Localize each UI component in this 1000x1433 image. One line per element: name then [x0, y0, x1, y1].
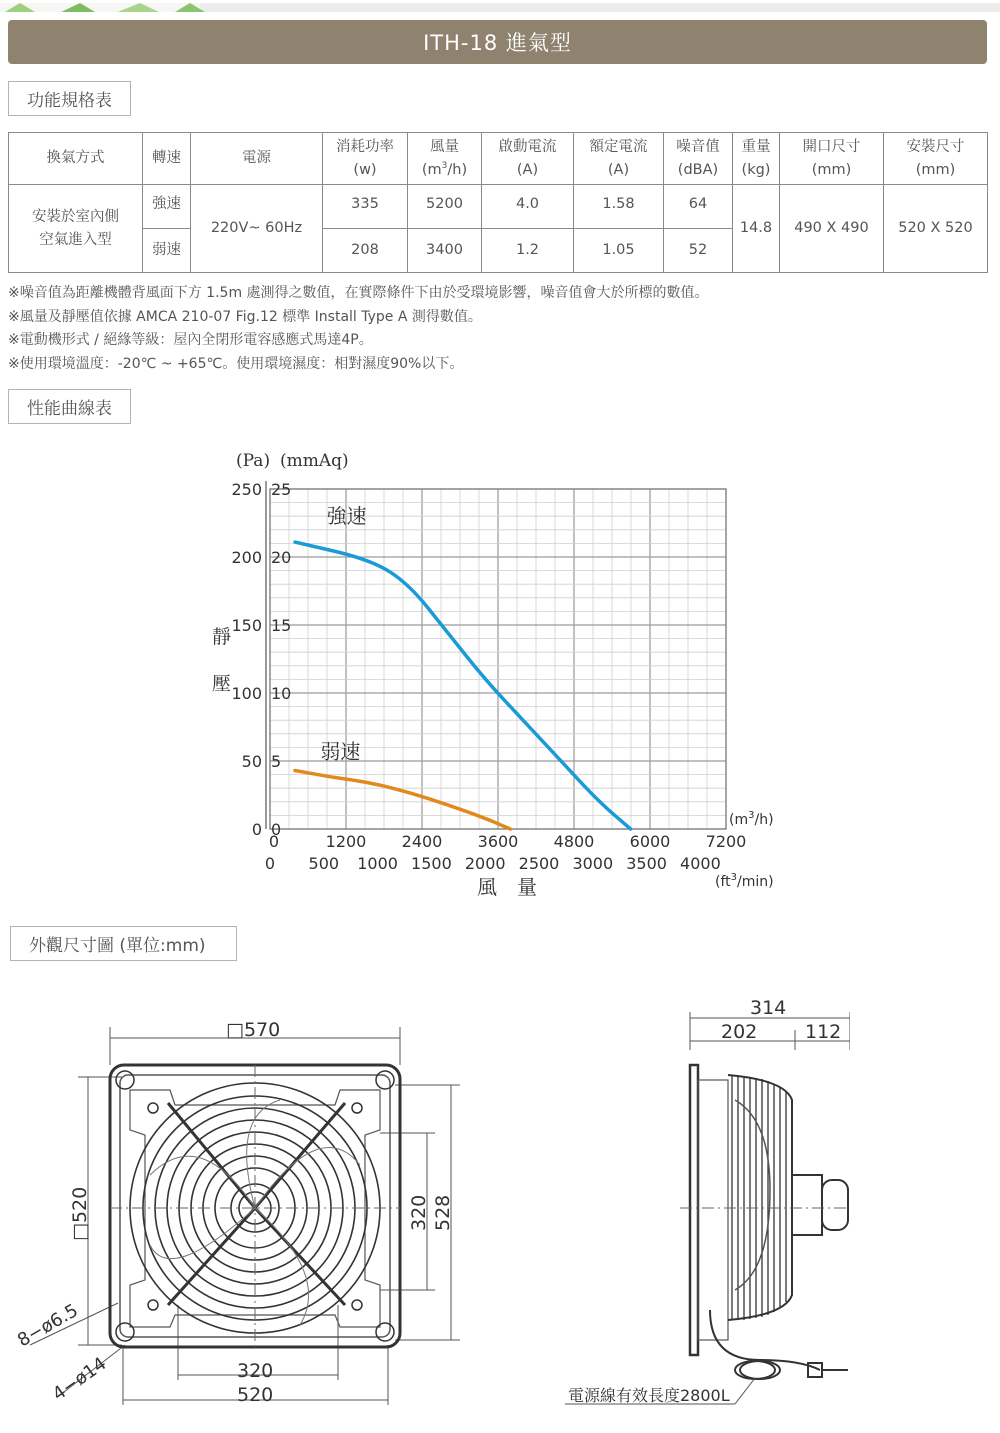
y-tick-label-mmaq: 0 — [271, 820, 282, 839]
x-tick-label-m3h: 2400 — [401, 832, 443, 851]
note-line: ※電動機形式 / 絕緣等級：屋內全閉形電容感應式馬達4P。 — [8, 332, 373, 348]
unit-m3h-b: /h) — [754, 812, 774, 828]
xlabel: 風 量 — [477, 875, 537, 899]
cell-airflow: 3400 — [408, 229, 482, 273]
y-tick-label-mmaq: 25 — [271, 480, 292, 499]
dim-front-top: □570 — [226, 1019, 281, 1041]
table-row — [9, 185, 988, 229]
x-ticks — [265, 832, 746, 873]
dim-front-hole-a: 8−ø6.5 — [14, 1300, 82, 1352]
dim-front-bottom-inner: 320 — [237, 1360, 274, 1382]
dim-front-side: □520 — [69, 1186, 91, 1241]
cell-speed: 強速 — [143, 185, 191, 229]
header-mode: 換氣方式 — [9, 133, 143, 185]
x-tick-label-m3h: 0 — [268, 832, 280, 851]
y-tick-label-pa: 50 — [241, 752, 262, 771]
note-line: ※使用環境溫度：-20℃ ~ +65℃。使用環境濕度：相對濕度90%以下。 — [8, 355, 464, 372]
cable-length-label: 電源線有效長度2800L — [568, 1386, 730, 1405]
cell-noise: 64 — [664, 185, 733, 229]
dim-side-total: 314 — [750, 997, 787, 1019]
x-tick-label-cfm: 3000 — [572, 854, 614, 873]
cell-consumption: 208 — [323, 229, 408, 273]
x-tick-label-cfm: 1000 — [357, 854, 398, 873]
dim-front-inner-v: 320 — [408, 1194, 430, 1231]
x-tick-label-cfm: 3500 — [626, 854, 667, 873]
note-line: ※風量及靜壓值依據 AMCA 210-07 Fig.12 標準 Install Type A 測得數值。 — [8, 308, 482, 325]
cell-rated-current: 1.05 — [574, 229, 664, 273]
cell-install: 520 X 520 — [884, 185, 988, 273]
y-tick-label-mmaq: 20 — [271, 548, 292, 567]
notes — [8, 282, 988, 376]
spec-table — [8, 132, 988, 273]
cell-power: 220V~ 60Hz — [191, 185, 323, 273]
cell-start-current: 1.2 — [482, 229, 574, 273]
section-tag-dimension — [10, 926, 237, 961]
header-airflow-unit-end: /h) — [447, 161, 468, 178]
unit-pa: (Pa) — [236, 451, 271, 471]
dim-front-bottom-outer: 520 — [237, 1384, 274, 1406]
header-airflow-unit: (m — [421, 161, 442, 178]
cell-weight: 14.8 — [733, 185, 780, 273]
unit-m3h — [729, 810, 774, 828]
header-install: 安裝尺寸 (mm) — [884, 133, 988, 185]
unit-m3h-sup: 3 — [748, 810, 755, 821]
spec-header-row — [9, 133, 988, 185]
x-tick-label-cfm: 0 — [264, 854, 276, 873]
header-consumption: 消耗功率 (w) — [323, 133, 408, 185]
series-label: 弱速 — [320, 739, 361, 764]
cell-opening: 490 X 490 — [780, 185, 884, 273]
header-airflow — [408, 133, 482, 185]
unit-cfm — [715, 872, 774, 890]
dim-front-hole-b: 4−ø14 — [48, 1353, 111, 1406]
x-tick-label-m3h: 6000 — [629, 832, 671, 851]
cell-airflow: 5200 — [408, 185, 482, 229]
page-title: ITH-18 進氣型 — [423, 31, 572, 55]
cell-start-current: 4.0 — [482, 185, 574, 229]
y-tick-label-mmaq: 15 — [271, 616, 292, 635]
page-title-bar — [8, 20, 987, 64]
cell-noise: 52 — [664, 229, 733, 273]
header-airflow-sup: 3 — [441, 160, 448, 171]
section-tag-spec — [8, 81, 131, 116]
unit-cfm-a: (ft — [715, 874, 731, 890]
section-tag-dimension-label: 外觀尺寸圖 (單位:mm) — [29, 936, 206, 956]
header-noise: 噪音值 (dBA) — [664, 133, 733, 185]
side-view-drawing — [560, 990, 850, 1415]
x-tick-label-cfm: 500 — [308, 854, 340, 873]
section-tag-curve — [8, 389, 131, 424]
cell-mode: 安裝於室內側 空氣進入型 — [9, 185, 143, 273]
header-rated-current: 額定電流 (A) — [574, 133, 664, 185]
y-ticks — [231, 480, 291, 839]
y-tick-label-pa: 0 — [251, 820, 262, 839]
header-airflow-label: 風量 — [430, 139, 459, 156]
header-power: 電源 — [191, 133, 323, 185]
ylabel-char: 靜 — [212, 626, 232, 648]
series-line-strong — [295, 542, 631, 829]
y-tick-label-mmaq: 5 — [271, 752, 282, 771]
header-decoration — [0, 0, 1000, 12]
front-view-drawing — [0, 1005, 480, 1425]
header-opening: 開口尺寸 (mm) — [780, 133, 884, 185]
dim-front-outer-v: 528 — [432, 1194, 454, 1231]
unit-cfm-b: /min) — [737, 874, 774, 890]
y-tick-label-pa: 150 — [231, 616, 262, 635]
header-weight: 重量 (kg) — [733, 133, 780, 185]
cell-consumption: 335 — [323, 185, 408, 229]
x-tick-label-cfm: 2000 — [464, 854, 506, 873]
header-speed: 轉速 — [143, 133, 191, 185]
ylabel-char: 壓 — [212, 673, 232, 695]
y-tick-label-pa: 250 — [231, 480, 262, 499]
unit-cfm-sup: 3 — [730, 872, 738, 883]
dim-side-a: 202 — [721, 1021, 758, 1043]
section-tag-spec-label: 功能規格表 — [27, 91, 112, 111]
unit-mmaq: (mmAq) — [280, 451, 349, 471]
x-tick-label-cfm: 4000 — [680, 854, 721, 873]
cell-rated-current: 1.58 — [574, 185, 664, 229]
unit-m3h-a: (m — [729, 812, 749, 828]
section-tag-curve-label: 性能曲線表 — [27, 399, 112, 419]
y-tick-label-pa: 100 — [231, 684, 262, 703]
series-label: 強速 — [326, 504, 367, 528]
x-tick-label-cfm: 2500 — [518, 854, 560, 873]
x-tick-label-cfm: 1500 — [411, 854, 452, 873]
dim-side-b: 112 — [805, 1021, 842, 1043]
x-tick-label-m3h: 4800 — [553, 832, 595, 851]
x-tick-label-m3h: 3600 — [477, 832, 519, 851]
x-tick-label-m3h: 7200 — [705, 832, 747, 851]
header-start-current: 啟動電流 (A) — [482, 133, 574, 185]
y-tick-label-mmaq: 10 — [271, 684, 292, 703]
y-tick-label-pa: 200 — [231, 548, 262, 567]
cell-speed: 弱速 — [143, 229, 191, 273]
performance-chart — [200, 440, 800, 910]
x-tick-label-m3h: 1200 — [325, 832, 367, 851]
curves — [295, 504, 631, 829]
note-line: ※噪音值為距離機體背風面下方 1.5m 處測得之數值，在實際條件下由於受環境影響，噪音值會大於所標的數值。 — [8, 285, 709, 301]
